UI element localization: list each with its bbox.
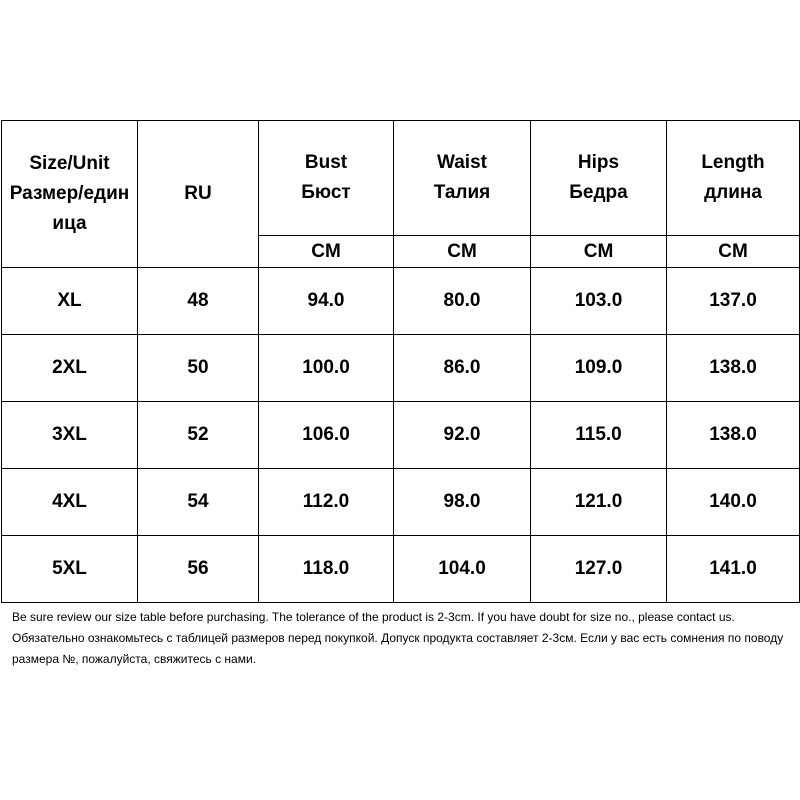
table-cell: 100.0 [259, 335, 394, 402]
table-cell: 3XL [2, 402, 138, 469]
unit-cell: CM [394, 236, 531, 268]
table-cell: 103.0 [531, 268, 667, 335]
table-cell: 48 [138, 268, 259, 335]
table-cell: 118.0 [259, 536, 394, 603]
table-cell: 54 [138, 469, 259, 536]
unit-cell: CM [259, 236, 394, 268]
table-cell: 80.0 [394, 268, 531, 335]
table-cell: 50 [138, 335, 259, 402]
table-cell: 56 [138, 536, 259, 603]
table-cell: 106.0 [259, 402, 394, 469]
table-cell: 115.0 [531, 402, 667, 469]
table-row [2, 469, 800, 536]
table-cell: 92.0 [394, 402, 531, 469]
note-english: Be sure review our size table before purchasing. The tolerance of the product is 2-3cm. If you have doubt for size no., please contact us. [12, 610, 735, 624]
header-hips: Hips Бедра [531, 121, 667, 236]
header-waist: Waist Талия [394, 121, 531, 236]
table-cell: 138.0 [667, 335, 800, 402]
table-cell: 137.0 [667, 268, 800, 335]
table-cell: 86.0 [394, 335, 531, 402]
table-row [2, 402, 800, 469]
table-cell: 98.0 [394, 469, 531, 536]
table-cell: XL [2, 268, 138, 335]
table-cell: 4XL [2, 469, 138, 536]
table-cell: 94.0 [259, 268, 394, 335]
size-note [12, 607, 792, 670]
table-cell: 109.0 [531, 335, 667, 402]
table-cell: 138.0 [667, 402, 800, 469]
table-row [2, 335, 800, 402]
table-cell: 112.0 [259, 469, 394, 536]
header-bust: Bust Бюст [259, 121, 394, 236]
table-cell: 141.0 [667, 536, 800, 603]
table-cell: 140.0 [667, 469, 800, 536]
unit-cell: CM [667, 236, 800, 268]
note-russian: Обязательно ознакомьтесь с таблицей размеров перед покупкой. Допуск продукта составляет 2-3см. Если у вас есть сомнения по поводу размера №, пожалуйста, свяжитесь с нами. [12, 631, 784, 666]
header-ru: RU [138, 121, 259, 268]
table-cell: 104.0 [394, 536, 531, 603]
header-length: Length длина [667, 121, 800, 236]
table-row [2, 536, 800, 603]
table-cell: 127.0 [531, 536, 667, 603]
size-chart-table [1, 120, 800, 603]
header-size-unit: Size/Unit Размер/един ица [2, 121, 138, 268]
table-cell: 52 [138, 402, 259, 469]
table-cell: 5XL [2, 536, 138, 603]
table-row [2, 268, 800, 335]
table-cell: 121.0 [531, 469, 667, 536]
table-cell: 2XL [2, 335, 138, 402]
unit-cell: CM [531, 236, 667, 268]
